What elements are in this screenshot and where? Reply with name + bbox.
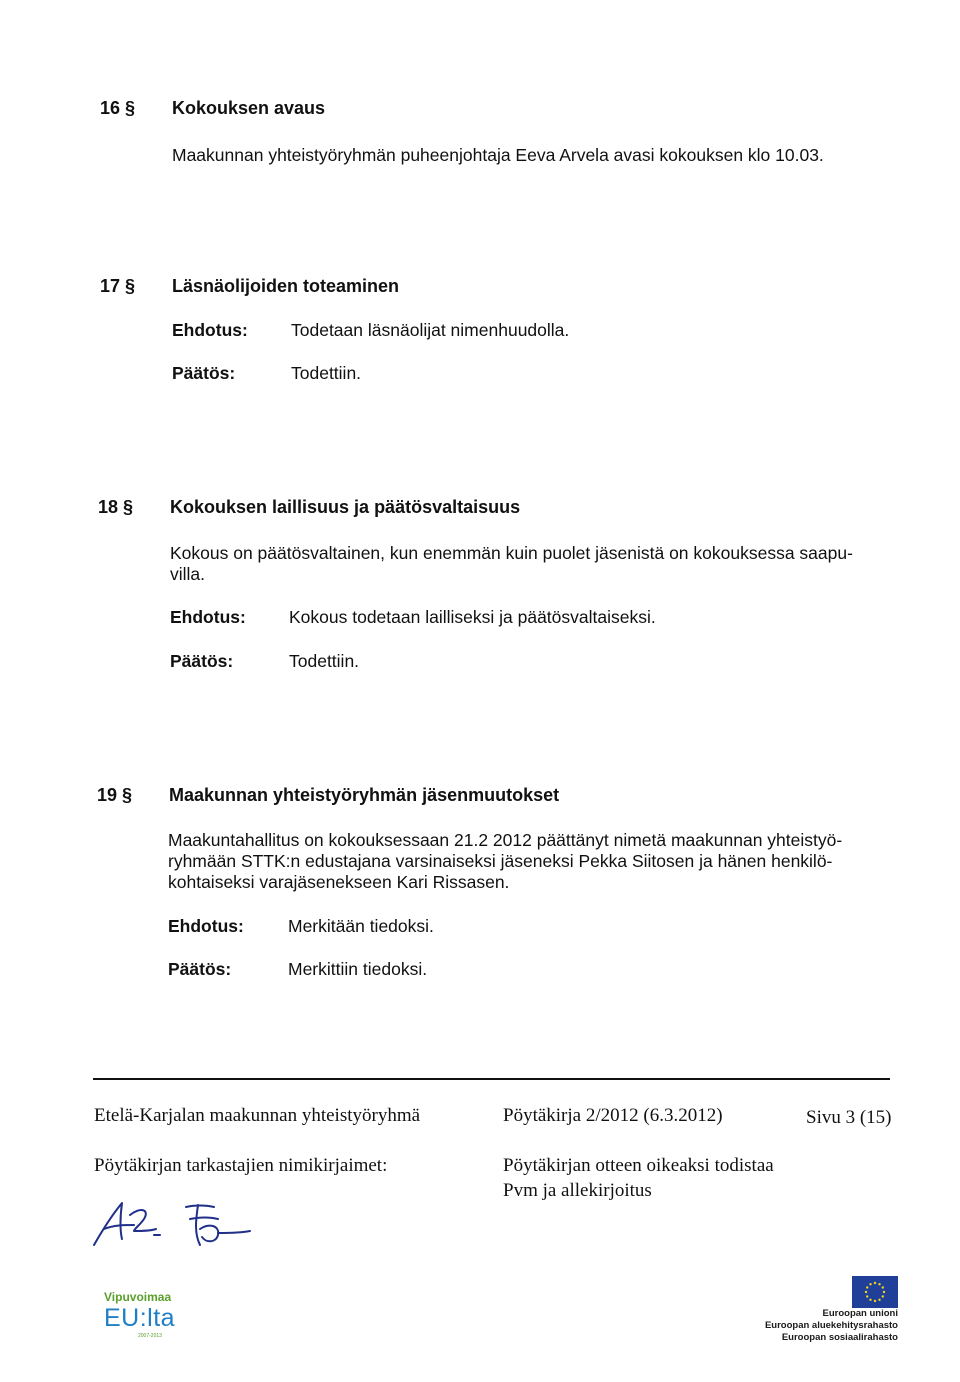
proposal-text: Merkitään tiedoksi. <box>288 916 434 936</box>
section-title: Läsnäolijoiden toteaminen <box>172 276 400 296</box>
decision-text: Todettiin. <box>289 651 360 671</box>
body-line: kohtaiseksi varajäsenekseen Kari Rissasen. <box>168 872 510 892</box>
section-number: 16 § <box>100 98 136 118</box>
eu-star <box>866 1286 868 1288</box>
footer-divider <box>93 1078 890 1080</box>
vipuvoimaa-eu-logo <box>104 1290 175 1339</box>
body-line: villa. <box>170 564 206 584</box>
eu-star <box>869 1283 871 1285</box>
logo-period: 2007-2013 <box>138 1333 162 1339</box>
footer-initials-label: Pöytäkirjan tarkastajien nimikirjaimet: <box>94 1155 388 1176</box>
handwritten-initials-signature <box>90 1195 260 1255</box>
footer-org: Etelä-Karjalan maakunnan yhteistyöryhmä <box>94 1105 421 1126</box>
body-line: Kokous on päätösvaltainen, kun enemmän kuin puolet jäsenistä on kokouksessa saapu- <box>170 543 853 563</box>
eu-line: Euroopan sosiaalirahasto <box>781 1332 898 1343</box>
proposal-text: Todetaan läsnäolijat nimenhuudolla. <box>291 320 570 340</box>
eu-funding-text <box>765 1308 898 1344</box>
decision-label: Päätös: <box>168 959 232 979</box>
decision-text: Todettiin. <box>291 363 362 383</box>
decision-text: Merkittiin tiedoksi. <box>288 959 428 979</box>
eu-star <box>882 1286 884 1288</box>
section-number: 18 § <box>98 497 134 517</box>
proposal-label: Ehdotus: <box>172 320 248 340</box>
section-title: Kokouksen laillisuus ja päätösvaltaisuus <box>170 497 521 517</box>
section-number: 17 § <box>100 276 136 296</box>
section-number: 19 § <box>97 785 133 805</box>
eu-star <box>882 1295 884 1297</box>
body-line: Maakunnan yhteistyöryhmän puheenjohtaja Eeva Arvela avasi kokouksen klo 10.03. <box>172 145 824 165</box>
eu-flag-icon <box>852 1276 898 1308</box>
section-body-18 <box>170 543 853 585</box>
logo-tagline: Vipuvoimaa <box>104 1290 172 1304</box>
footer-page-number: Sivu 3 (15) <box>806 1107 892 1128</box>
section-body-19 <box>168 830 842 893</box>
decision-label: Päätös: <box>172 363 236 383</box>
proposal-label: Ehdotus: <box>170 607 246 627</box>
eu-star <box>878 1283 880 1285</box>
eu-star <box>874 1300 876 1302</box>
body-line: Maakuntahallitus on kokouksessaan 21.2 2012 päättänyt nimetä maakunnan yhteistyö- <box>168 830 843 850</box>
proposal-label: Ehdotus: <box>168 916 244 936</box>
decision-label: Päätös: <box>170 651 234 671</box>
eu-star <box>878 1299 880 1301</box>
section-title: Maakunnan yhteistyöryhmän jäsenmuutokset <box>169 785 560 805</box>
footer-certify-line-2: Pvm ja allekirjoitus <box>503 1180 652 1201</box>
body-line: ryhmään STTK:n edustajana varsinaiseksi jäseneksi Pekka Siitosen ja hänen henkilö- <box>168 851 833 871</box>
logo-wordmark: EU:lta <box>104 1304 176 1332</box>
eu-star <box>865 1291 867 1293</box>
eu-star <box>869 1299 871 1301</box>
section-body-16 <box>172 145 824 166</box>
eu-line: Euroopan unioni <box>822 1308 898 1319</box>
footer-certify-line-1: Pöytäkirjan otteen oikeaksi todistaa <box>503 1155 774 1176</box>
proposal-text: Kokous todetaan lailliseksi ja päätösvaltaiseksi. <box>289 607 656 627</box>
eu-line: Euroopan aluekehitysrahasto <box>764 1320 898 1331</box>
eu-star <box>874 1282 876 1284</box>
footer-minutes-id: Pöytäkirja 2/2012 (6.3.2012) <box>503 1105 723 1126</box>
eu-star <box>866 1295 868 1297</box>
section-title: Kokouksen avaus <box>172 98 326 118</box>
eu-star <box>883 1291 885 1293</box>
